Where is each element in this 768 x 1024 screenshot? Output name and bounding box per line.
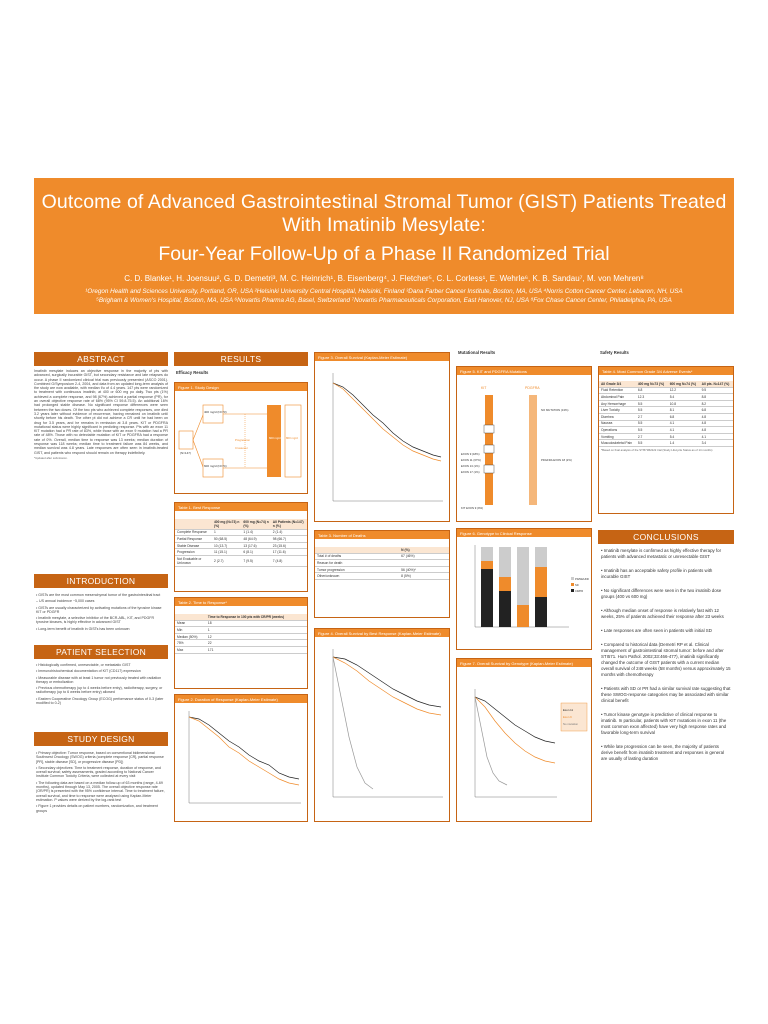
intro-bullet: – US annual incidence ~5,000 cases bbox=[36, 599, 95, 604]
patient-bullet: • Previous chemotherapy (up to 4 weeks before entry), radiotherapy, surgery, or radiotherapy (up to 6 weeks before entry) allowed bbox=[36, 686, 163, 695]
deaths-table bbox=[315, 547, 449, 580]
exon11-label: EXON 11 (67%) bbox=[461, 458, 481, 462]
table-row: Progression 11 (15.1) 6 (8.1) 17 (11.6) bbox=[175, 549, 307, 556]
figure3-title: Figure 3. Overall Survival (Kaplan-Meier Estimate) bbox=[315, 353, 449, 361]
affiliations-line2: ⁵Brigham & Women's Hospital, Boston, MA, USA ⁶Novartis Pharma AG, Basel, Switzerland ⁷Novartis Pharmaceuticals Corporation, East Hanover, NJ, USA ⁸Fox Chase Cancer Center, Philadelphia, PA, USA bbox=[96, 297, 672, 305]
legend-no-mutation: No mutation bbox=[563, 722, 579, 726]
table-row: Median (50%) 12 bbox=[175, 633, 307, 640]
figure4-survival-by-response bbox=[314, 628, 450, 822]
table4-adverse-events bbox=[598, 366, 734, 514]
affiliations-line1: ¹Oregon Health and Sciences University, Portland, OR, USA ²Helsinki University Central Hospital, Helsinki, Finland ³Dana Farber Cancer Institute, Boston, MA, USA ⁴Norris Cotton Cancer Center, Lebanon, NH, USA bbox=[85, 288, 683, 295]
stacked-bar-genotype bbox=[457, 537, 591, 647]
figure7-title: Figure 7. Overall Survival by Genotype (Kaplan-Meier Estimate) bbox=[457, 659, 591, 667]
col-header: 600 mg N=74 (%) bbox=[668, 381, 700, 387]
km-chart-survival-by-response bbox=[315, 637, 449, 819]
section-results-title: RESULTS bbox=[174, 352, 308, 366]
conclusion-item: • Tumor kinase genotype is predictive of clinical response to imatinib. In particular, patients with KIT mutations in exon 11 (the most common exon affected) have very high response rates and favorable long-term survival bbox=[601, 712, 727, 735]
arm-b-label: 600 mg/d (N=74) bbox=[204, 464, 227, 468]
no-mutation-label: NO MUTATION (13%) bbox=[541, 408, 569, 412]
table1-best-response bbox=[174, 502, 308, 592]
figure1-title: Figure 1. Study Design bbox=[175, 383, 307, 391]
table3-title: Table 3. Number of Deaths bbox=[315, 531, 449, 539]
section-patient-selection-title: PATIENT SELECTION bbox=[34, 645, 168, 659]
col-header: 400 mg N=73 (%) bbox=[636, 381, 668, 387]
mutational-results-label: Mutational Results bbox=[458, 350, 496, 355]
study-design-bullets bbox=[34, 748, 168, 818]
figure2-title: Figure 2. Duration of Response (Kaplan-Meier Estimate) bbox=[175, 695, 307, 703]
table-row: Other/unknown 8 (5%) bbox=[315, 573, 449, 580]
table-row: Stable Disease 10 (13.7) 13 (17.6) 23 (15.6) bbox=[175, 542, 307, 549]
kit-label: KIT bbox=[481, 386, 487, 390]
table-row: Complete Response 1 1 (1.4) 2 (1.4) bbox=[175, 529, 307, 536]
poster-title-line2: Four-Year Follow-Up of a Phase II Randomized Trial bbox=[158, 243, 610, 265]
figure3-overall-survival bbox=[314, 352, 450, 522]
figure1-study-design bbox=[174, 382, 308, 494]
table-row: Max 171 bbox=[175, 646, 307, 653]
table-row: Operations 5.5 4.1 4.8 bbox=[599, 427, 733, 434]
pdgfra-exon-label: PDGFRA EXON 18 (2%) bbox=[541, 458, 572, 462]
safety-results-label: Safety Results bbox=[600, 350, 629, 355]
arm-a-label: 400 mg/d (N=73) bbox=[204, 410, 227, 414]
col-header: All Grade 3/4 bbox=[599, 381, 636, 387]
table-row: Mean 18 bbox=[175, 620, 307, 627]
section-conclusions-title: CONCLUSIONS bbox=[598, 530, 734, 544]
col-header: Time to Response in 100 pts with CR/PR (weeks) bbox=[206, 614, 307, 620]
col-header bbox=[175, 519, 212, 529]
km-chart-duration bbox=[175, 703, 307, 819]
col-header: 600 mg (N=74) n (%) bbox=[241, 519, 270, 529]
crossover-label: Crossover bbox=[235, 446, 248, 450]
patient-selection-bullets bbox=[34, 660, 168, 710]
poster-title-line1: Outcome of Advanced Gastrointestinal Stromal Tumor (GIST) Patients Treated With Imatinib Mesylate: bbox=[41, 191, 727, 236]
km-chart-survival-by-genotype bbox=[457, 667, 591, 819]
design-bullet: • Figure 1 provides details on patient numbers, randomization, and treatment groups bbox=[36, 804, 158, 813]
title-banner bbox=[34, 178, 734, 314]
table-row: Vomiting 2.7 5.4 4.1 bbox=[599, 433, 733, 440]
figure6-title: Figure 6. Genotype to Clinical Response bbox=[457, 529, 591, 537]
conclusion-item: • Imatinib has an acceptable safety profile in patients with incurable GIST bbox=[601, 568, 713, 579]
best-response-table bbox=[175, 519, 307, 567]
table-row: Liver Toxicity 5.5 8.1 6.8 bbox=[599, 407, 733, 414]
exon13-label: EXON 13 (1%) bbox=[461, 464, 480, 468]
table-row: Abdominal Pain 12.3 5.4 8.8 bbox=[599, 394, 733, 401]
legend-crpr: CR/PR bbox=[575, 590, 584, 593]
col-header: All pts. N=147 (%) bbox=[700, 381, 733, 387]
kit-wt-label: KIT EXON 9 (9%) bbox=[461, 506, 484, 510]
legend-exon11: Exon 11 bbox=[563, 708, 574, 712]
patient-bullet: • Measurable disease with at least 1 tumor not previously treated with radiation therapy or embolization bbox=[36, 675, 162, 684]
dose-up-label: 600 mg/d bbox=[269, 436, 281, 440]
col-header: 400 mg (N=73) n (%) bbox=[212, 519, 241, 529]
table-row: 75% 22 bbox=[175, 640, 307, 647]
table-row: Musculoskeletal Pain 5.5 1.4 3.4 bbox=[599, 440, 733, 447]
legend-exon9: Exon 9 bbox=[563, 715, 572, 719]
progression-label: Progression bbox=[235, 438, 250, 442]
figure4-title: Figure 4. Overall Survival by Best Response (Kaplan-Meier Estimate) bbox=[315, 629, 449, 637]
figure7-survival-by-genotype bbox=[456, 658, 592, 822]
dose-high-label: 800 mg/d bbox=[286, 436, 298, 440]
patient-bullet: • Immunohistochemical documentation of KIT (CD117) expression bbox=[36, 669, 141, 674]
table-row: Nausea 5.5 4.1 4.8 bbox=[599, 420, 733, 427]
study-design-diagram bbox=[175, 391, 307, 491]
legend-pd: PD/NE/UNK bbox=[575, 578, 590, 581]
design-bullet: • Secondary objectives: Time to treatment response, duration of response, and overall survival; safety assessments, graded according to National Cancer Institute Common Toxicity Criteria, were collected at every visit bbox=[36, 765, 161, 779]
exon17-label: EXON 17 (1%) bbox=[461, 470, 480, 474]
column-left bbox=[34, 352, 168, 813]
figure2-duration-of-response bbox=[174, 694, 308, 822]
mutation-map-diagram bbox=[457, 375, 591, 519]
table2-time-to-response bbox=[174, 597, 308, 689]
section-study-design-title: STUDY DESIGN bbox=[34, 732, 168, 746]
pdgfra-label: PDGFRA bbox=[525, 386, 540, 390]
patient-bullet: • Histologically confirmed, unresectable, or metastatic GIST bbox=[36, 663, 131, 667]
table-row: Diarrhea 2.7 6.8 4.8 bbox=[599, 413, 733, 420]
design-n-label: (N=147) bbox=[180, 451, 191, 455]
table1-title: Table 1. Best Response bbox=[175, 503, 307, 511]
table2-title: Table 2. Time to Response* bbox=[175, 598, 307, 606]
conclusion-item: • While late progression can be seen, the majority of patients derive benefit from imatinib treatment and responses in general are usually of lasting duration bbox=[601, 744, 725, 761]
introduction-bullets bbox=[34, 590, 168, 636]
table3-number-of-deaths bbox=[314, 530, 450, 618]
intro-bullet: • GISTs are the most common mesenchymal tumor of the gastrointestinal tract bbox=[36, 593, 161, 597]
conclusions-list bbox=[598, 548, 734, 770]
intro-bullet: • Imatinib mesylate, a selective inhibitor of the BCR-ABL, KIT, and PDGFR tyrosine kinases, is highly effective in advanced GIST bbox=[36, 616, 155, 625]
conclusion-item: • No significant differences were seen in the two imatinib dose groups (400 vs 600 mg) bbox=[601, 588, 722, 599]
column-results bbox=[174, 352, 308, 702]
table4-title: Table 4. Most Common Grade 3/4 Adverse Events* bbox=[599, 367, 733, 375]
conclusion-item: • Patients with SD or PR had a similar survival rate suggesting that these SWOG-response categories may be associated with similar clinical benefit bbox=[601, 686, 731, 703]
col-header: All Patients (N=147) n (%) bbox=[271, 519, 307, 529]
efficacy-results-label: Efficacy Results bbox=[176, 370, 209, 375]
figure5-kit-pdgfra-mutations bbox=[456, 366, 592, 522]
conclusion-item: • Compared to historical data (Demetri RP et al. Clinical management of gastrointestinal stromal tumor: before and after STI571. Hum Pathol. 2002;33:466-477), imatinib significantly changed the outcome of GIST patients with a current median overall survival of 248 weeks (58 months) versus approximately 15 months with chemotherapy bbox=[601, 642, 731, 677]
legend-sd: SD bbox=[575, 584, 579, 587]
design-bullet: • The following data are based on a median follow-up of 63 months (range, 4-69 months), updated through May 13, 2005. The overall objective response rate (OR/PR) is presented with the 95% confidence interval. Time to treatment failure, overall survival, and time to response were analysed using Kaplan-Meier estimation. P values were derived by the log-rank test bbox=[36, 780, 165, 802]
conclusion-item: • Although median onset of response is relatively fast with 12 weeks, 25% of patients achieved their response after 23 weeks bbox=[601, 608, 724, 619]
author-list: C. D. Blanke¹, H. Joensuu², G. D. Demetri³, M. C. Heinrich¹, B. Eisenberg⁴, J. Fletcher⁵, C. L. Corless¹, E. Wehrle⁶, K. B. Sandau⁷, M. von Mehren⁸ bbox=[124, 274, 644, 283]
section-introduction-title: INTRODUCTION bbox=[34, 574, 168, 588]
table-row: Fluid Retention 6.8 12.2 9.5 bbox=[599, 387, 733, 394]
table-row: Partial Response 50 (68.5) 48 (64.9) 98 (66.7) bbox=[175, 536, 307, 543]
table4-footnote: *Based on final analysis of the STI571B2222 trial (Study Lifecycle Status as of 14 months) bbox=[601, 447, 713, 452]
figure6-genotype-response bbox=[456, 528, 592, 650]
adverse-events-table bbox=[599, 381, 733, 447]
section-abstract-title: ABSTRACT bbox=[34, 352, 168, 366]
design-bullet: • Primary objective: Tumor response, based on conventional bidimensional Southwest Oncology (SWOG) criteria (complete response [CR], partial response [PR], stable disease [SD], or progressive disease [PD]) bbox=[36, 751, 164, 764]
table-row: Not Evaluable or Unknown 2 (2.7) 7 (9.5) 7 (4.8) bbox=[175, 555, 307, 566]
intro-bullet: • Long-term benefit of imatinib in GISTs has been unknown bbox=[36, 626, 130, 631]
table-row: Tumor progression 56 (40%)* bbox=[315, 566, 449, 573]
table-row: Any Hemorrhage 5.5 10.8 8.2 bbox=[599, 400, 733, 407]
abstract-note: *Updated after submission. bbox=[34, 455, 68, 460]
conclusion-item: • Late responses are often seen in patients with initial SD bbox=[601, 628, 712, 633]
intro-bullet: • GISTs are usually characterized by activating mutations of the tyrosine kinase KIT or PDGFR bbox=[36, 605, 162, 614]
table-row: Reason for death bbox=[315, 560, 449, 567]
exon9-label: EXON 9 (18%) bbox=[461, 452, 480, 456]
km-chart-overall-survival bbox=[315, 361, 449, 519]
col-header: N (%) bbox=[399, 547, 449, 553]
figure5-title: Figure 5. KIT and PDGFRA Mutations bbox=[457, 367, 591, 375]
table-row: Total # of deaths 67 (46%) bbox=[315, 553, 449, 560]
conclusion-item: • Imatinib mesylate is confirmed as highly effective therapy for patients with advanced metastatic or unresectable GIST bbox=[601, 548, 722, 559]
table-row: Min 1 bbox=[175, 627, 307, 634]
time-to-response-table bbox=[175, 614, 307, 654]
abstract-body: Imatinib mesylate induces an objective response in the majority of pts with advanced, surgically incurable GIST, but secondary resistance and late relapses do occur. A phase II randomized clinical trial was previously presented (ASCO 2001). Combined G/Symposium 2-4, 2004, and data from an updated long-term analysis of the study are now available, with median f/u of 4.4 years. 147 pts were randomized to treatment with continuous imatinib, at 400 or 600 mg po daily. Two pts (1%) achieved a complete response, and 98 (67%) achieved a partial response (PR), for an overall objective response rate of 68% (95% CI 59.8-75.5). An additional 16% had prolonged stable disease. No significant response differences were seen between the two doses. Of the two pts who achieved complete responses, one died 3.2 years later without evidence of recurrence, having remained on imatinib until shortly before his death. The other pt did not achieve a CR until he had been on drug for 3.5 years, and he remains in remission at 3.8 years. KIT or PDGFRA mutational status were highly significant in predicting response. Pts with an exon 11 KIT mutation had a PR rate of 83%, while those with an exon 9 mutation had a PR rate of 48%. Those with no detectable mutation of KIT or PDGFRA had a response rate of 0%. Overall, median time to response was 13 weeks; median duration of response was 118 weeks; median time to treatment failure was 84 weeks, and median survival was 4.8 years. Late responses are often seen in imatinib-treated GIST, and patients who respond should remain on therapy indefinitely. bbox=[34, 369, 168, 455]
patient-bullet: • Eastern Cooperative Oncology Group (ECOG) performance status of 0-3 (later modified to 0-2) bbox=[36, 696, 164, 706]
